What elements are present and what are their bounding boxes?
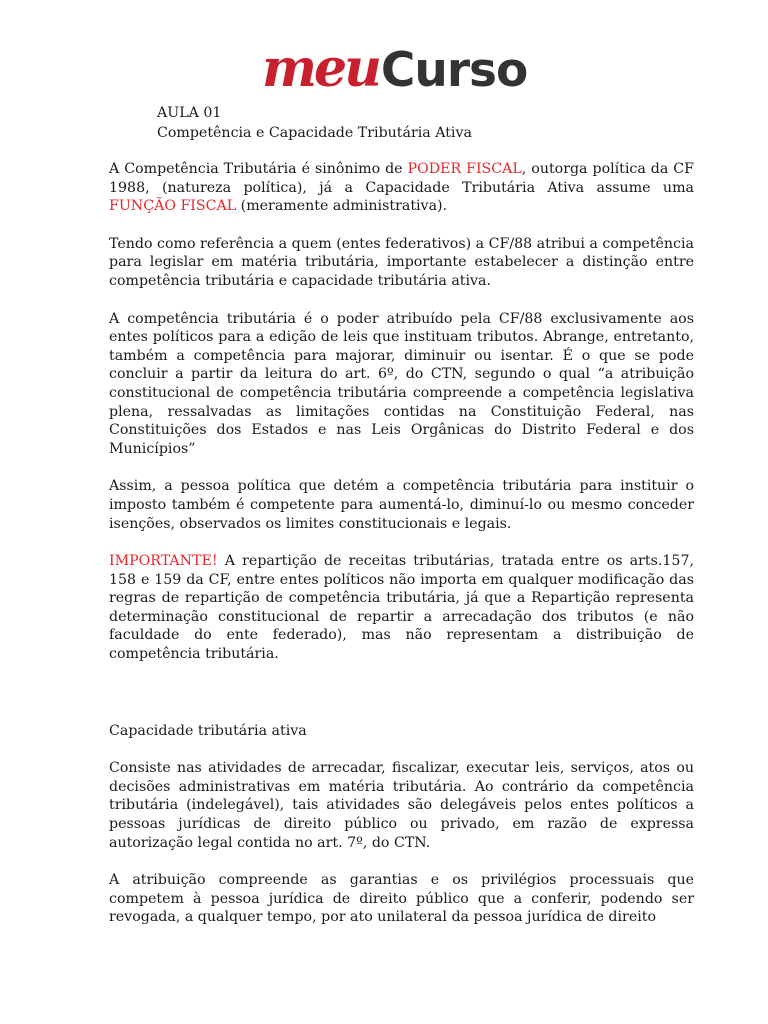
paragraph-6: Consiste nas atividades de arrecadar, fiscalizar, executar leis, serviços, atos ou decisões administrativas em matéria tributária. Ao contrário da competência tributária (indelegável), tais atividades são delegáveis pelos entes políticos a pessoas jurídicas de direito público ou privado, em razão de expressa autorização legal contida no art. 7º, do CTN. — [109, 760, 694, 851]
paragraph-4: Assim, a pessoa política que detém a competência tributária para instituir o imposto também é competente para aumentá-lo, diminuí-lo ou mesmo conceder isenções, observados os limites constitucionais e legais. — [109, 478, 694, 532]
paragraph-1-text-c: , outorga política da CF 1988, (natureza política), já a Capacidade Tributária Ativa assume uma — [109, 161, 695, 196]
paragraph-5-text: A repartição de receitas tributárias, tratada entre os arts.157, 158 e 159 da CF, entre entes políticos não importa em qualquer modificação das regras de repartição de competência tributária, já que a Repartição representa determinação constitucional de repartir a arrecadação dos tributos (e não faculdade do ente federado), mas não representam a distribuição de competência tributária. — [109, 553, 694, 663]
paragraph-7: A atribuição compreende as garantias e os privilégios processuais que competem à pessoa jurídica de direito público que a conferir, podendo ser revogada, a qualquer tempo, por ato unilateral da pessoa jurídica de direito — [109, 872, 694, 926]
poder-fiscal-highlight: PODER FISCAL — [407, 161, 522, 177]
document-body — [109, 160, 694, 946]
paragraph-1 — [109, 160, 694, 216]
paragraph-3: A competência tributária é o poder atribuído pela CF/88 exclusivamente aos entes políticos para a edição de leis que instituam tributos. Abrange, entretanto, também a competência para majorar, diminuir ou isentar. É o que se pode concluir a partir da leitura do art. 6º, do CTN, segundo o qual “a atribuição constitucional de competência tributária compreende a competência legislativa plena, ressalvadas as limitações contidas na Constituição Federal, nas Constituições dos Estados e nas Leis Orgânicas do Distrito Federal e dos Municípios” — [109, 310, 694, 457]
meucurso-logo — [262, 38, 542, 100]
importante-highlight: IMPORTANTE! — [109, 553, 218, 570]
paragraph-1-text-e: (meramente administrativa). — [236, 198, 448, 215]
lesson-header — [157, 103, 472, 143]
logo-curso: Curso — [380, 43, 528, 98]
section-title: Capacidade tributária ativa — [109, 722, 307, 739]
logo-meu: meu — [262, 38, 379, 99]
lesson-number: AULA 01 — [157, 105, 222, 121]
lesson-title: Competência e Capacidade Tributária Ativa — [157, 125, 472, 141]
paragraph-5 — [109, 552, 694, 664]
paragraph-2: Tendo como referência a quem (entes federativos) a CF/88 atribui a competência para legislar em matéria tributária, importante estabelecer a distinção entre competência tributária e capacidade tributária ativa. — [109, 235, 694, 289]
funcao-fiscal-highlight: FUNÇÃO FISCAL — [109, 198, 237, 215]
paragraph-1-text-a: A Competência Tributária é sinônimo de — [109, 161, 408, 177]
